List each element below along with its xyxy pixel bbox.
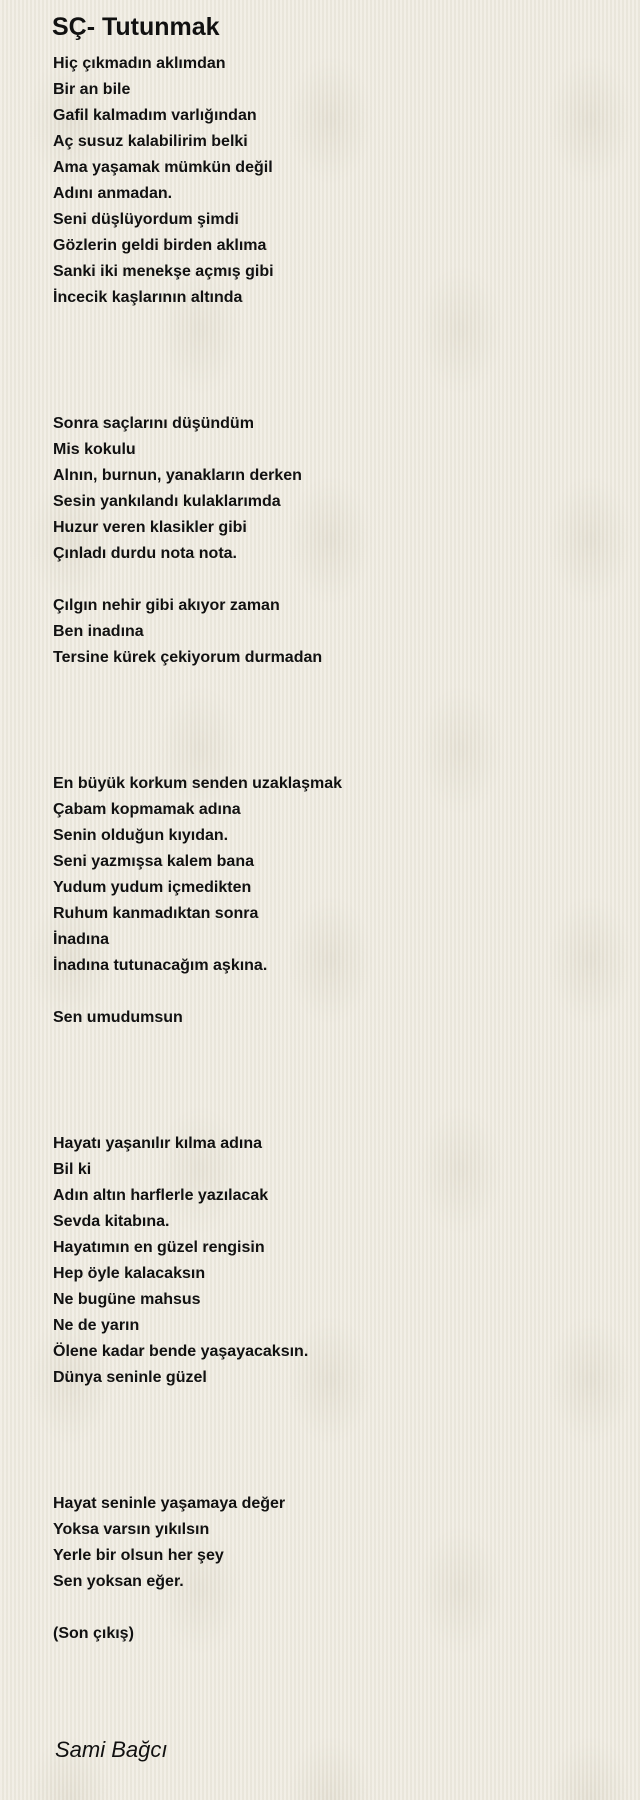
poem-line: Gözlerin geldi birden aklıma [53, 237, 267, 254]
poem-line: Ama yaşamak mümkün değil [53, 159, 273, 176]
stanza [53, 411, 613, 567]
poem-line: Aç susuz kalabilirim belki [53, 133, 248, 150]
poem-line: Huzur veren klasikler gibi [53, 519, 247, 536]
poem-line: Sonra saçlarını düşündüm [53, 415, 254, 432]
poem-line: Yerle bir olsun her şey [53, 1547, 224, 1564]
poem-line: Sen umudumsun [53, 1009, 183, 1026]
poem-line: Mis kokulu [53, 441, 136, 458]
stanza-gap [53, 1031, 613, 1131]
stanza [53, 1131, 613, 1391]
poem-title: SÇ- Tutunmak [52, 13, 220, 41]
poem-line: Sevda kitabına. [53, 1213, 170, 1230]
stanza-gap [53, 567, 613, 593]
poem-line: Ölene kadar bende yaşayacaksın. [53, 1343, 309, 1360]
poem-line: Ne bugüne mahsus [53, 1291, 201, 1308]
poem-line: Çabam kopmamak adına [53, 801, 241, 818]
poem-body [53, 51, 613, 1647]
stanza [53, 1621, 613, 1647]
poem-line: Yudum yudum içmedikten [53, 879, 252, 896]
poem-line: Seni düşlüyordum şimdi [53, 211, 239, 228]
poem-line: Seni yazmışsa kalem bana [53, 853, 254, 870]
poem-line: Hayat seninle yaşamaya değer [53, 1495, 286, 1512]
stanza [53, 593, 613, 671]
poem-line: Gafil kalmadım varlığından [53, 107, 257, 124]
poem-line: Hiç çıkmadın aklımdan [53, 55, 226, 72]
stanza-gap [53, 671, 613, 771]
poem-line: Ruhum kanmadıktan sonra [53, 905, 259, 922]
poem-line: Sesin yankılandı kulaklarımda [53, 493, 281, 510]
poem-line: Adın altın harflerle yazılacak [53, 1187, 269, 1204]
poem-line: Alnın, burnun, yanakların derken [53, 467, 302, 484]
stanza [53, 771, 613, 979]
stanza [53, 1005, 613, 1031]
stanza-gap [53, 1595, 613, 1621]
poem-line: Bir an bile [53, 81, 131, 98]
poem-line: Çınladı durdu nota nota. [53, 545, 237, 562]
stanza [53, 51, 613, 311]
poem-line: (Son çıkış) [53, 1625, 134, 1642]
stanza [53, 1491, 613, 1595]
poem-line: Çılgın nehir gibi akıyor zaman [53, 597, 280, 614]
poem-line: Senin olduğun kıyıdan. [53, 827, 229, 844]
poem-line: Adını anmadan. [53, 185, 173, 202]
author-signature: Sami Bağcı [55, 1737, 168, 1762]
poem-line: Ben inadına [53, 623, 144, 640]
poem-line: Hayatımın en güzel rengisin [53, 1239, 265, 1256]
poem-line: Yoksa varsın yıkılsın [53, 1521, 210, 1538]
poem-line: Tersine kürek çekiyorum durmadan [53, 649, 323, 666]
poem-line: Sen yoksan eğer. [53, 1573, 184, 1590]
stanza-gap [53, 979, 613, 1005]
poem-line: Bil ki [53, 1161, 92, 1178]
poem-line: İnadına tutunacağım aşkına. [53, 957, 268, 974]
poem-line: Dünya seninle güzel [53, 1369, 207, 1386]
poem-line: Ne de yarın [53, 1317, 140, 1334]
poem-line: Sanki iki menekşe açmış gibi [53, 263, 274, 280]
poem-line: İnadına [53, 931, 110, 948]
poem-line: Hep öyle kalacaksın [53, 1265, 206, 1282]
stanza-gap [53, 1391, 613, 1491]
poem-line: En büyük korkum senden uzaklaşmak [53, 775, 342, 792]
poem-line: İncecik kaşlarının altında [53, 289, 243, 306]
stanza-gap [53, 311, 613, 411]
poem-line: Hayatı yaşanılır kılma adına [53, 1135, 262, 1152]
